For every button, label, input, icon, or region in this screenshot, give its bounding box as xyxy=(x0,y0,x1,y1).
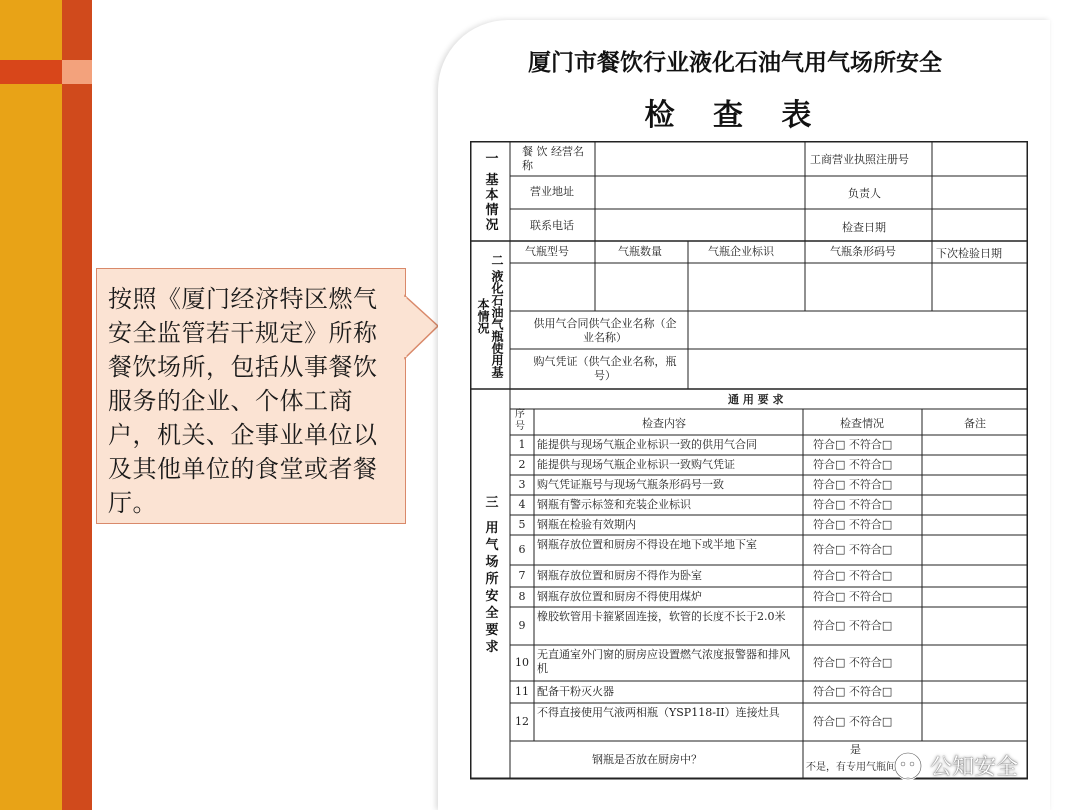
field-supply-contract: 供用气合同供气企业名称（企业名称） xyxy=(533,317,677,344)
item-status: 符合□ 不符合□ xyxy=(813,715,893,728)
col-content: 检查内容 xyxy=(642,417,686,430)
last-answer-no: 不是，有专用气瓶间 xyxy=(806,762,896,773)
item-number: 11 xyxy=(515,685,529,698)
item-number: 10 xyxy=(515,656,529,669)
callout-text: 按照《厦门经济特区燃气安全监管若干规定》所称餐饮场所，包括从事餐饮服务的企业、个体工商户，机关、企事业单位以及其他单位的食堂或者餐厅。 xyxy=(108,285,378,517)
col-cylinder-model: 气瓶型号 xyxy=(525,245,569,258)
item-status: 符合□ 不符合□ xyxy=(813,478,893,491)
field-business-name: 餐 饮 经营名称 xyxy=(522,145,584,172)
col-cylinder-barcode: 气瓶条形码号 xyxy=(830,245,896,258)
decor-band-light xyxy=(62,60,92,84)
field-inspection-date: 检查日期 xyxy=(842,221,886,234)
item-content: 钢瓶存放位置和厨房不得使用煤炉 xyxy=(537,590,702,603)
section3-label: 三 用气场所安全要求 xyxy=(482,495,498,657)
item-content: 不得直接使用气液两相瓶（YSP118-II）连接灶具 xyxy=(537,706,780,719)
item-content: 无直通室外门窗的厨房应设置燃气浓度报警器和排风机 xyxy=(537,648,790,675)
item-status: 符合□ 不符合□ xyxy=(813,518,893,531)
item-content: 钢瓶存放位置和厨房不得作为卧室 xyxy=(537,569,702,582)
section1-label: 一 基本情况 xyxy=(482,151,498,233)
item-status: 符合□ 不符合□ xyxy=(813,619,893,632)
item-status: 符合□ 不符合□ xyxy=(813,685,893,698)
decor-band xyxy=(0,60,62,84)
last-answer-yes: 是 xyxy=(850,743,861,756)
watermark-text: 公知安全 xyxy=(930,755,1019,780)
decor-bar-red xyxy=(62,0,92,810)
item-number: 3 xyxy=(518,478,526,491)
item-status: 符合□ 不符合□ xyxy=(813,569,893,582)
item-status: 符合□ 不符合□ xyxy=(813,590,893,603)
item-number: 2 xyxy=(518,458,526,471)
inspection-table xyxy=(470,141,1028,781)
col-cylinder-count: 气瓶数量 xyxy=(618,245,662,258)
item-content: 配备干粉灭火器 xyxy=(537,685,614,698)
item-number: 1 xyxy=(518,438,526,451)
item-number: 9 xyxy=(518,619,526,632)
item-number: 4 xyxy=(518,498,526,511)
item-status: 符合□ 不符合□ xyxy=(813,498,893,511)
general-requirements-title: 通 用 要 求 xyxy=(728,393,784,406)
item-content: 钢瓶在检验有效期内 xyxy=(537,518,636,531)
item-status: 符合□ 不符合□ xyxy=(813,458,893,471)
col-next-inspection: 下次检验日期 xyxy=(936,247,1002,260)
form-subtitle: 检 查 表 xyxy=(644,98,826,133)
field-purchase-voucher: 购气凭证（供气企业名称，瓶号） xyxy=(533,355,677,382)
item-status: 符合□ 不符合□ xyxy=(813,656,893,669)
col-status: 检查情况 xyxy=(840,417,884,430)
field-address: 营业地址 xyxy=(530,185,574,198)
field-license-no: 工商营业执照注册号 xyxy=(810,153,909,166)
item-content: 能提供与现场气瓶企业标识一致的供用气合同 xyxy=(537,438,757,451)
item-number: 7 xyxy=(518,569,526,582)
item-content: 橡胶软管用卡箍紧固连接，软管的长度不长于2.0米 xyxy=(537,610,786,623)
col-remark: 备注 xyxy=(964,417,986,430)
item-number: 5 xyxy=(518,518,526,531)
item-number: 6 xyxy=(518,543,526,556)
decor-bar-gold xyxy=(0,0,62,810)
callout-pointer xyxy=(404,288,440,368)
item-content: 钢瓶存放位置和厨房不得设在地下或半地下室 xyxy=(537,538,757,551)
form-title: 厦门市餐饮行业液化石油气用气场所安全 xyxy=(528,49,942,76)
col-no: 序号 xyxy=(515,409,525,432)
item-number: 12 xyxy=(515,715,529,728)
item-content: 钢瓶有警示标签和充装企业标识 xyxy=(537,498,691,511)
item-status: 符合□ 不符合□ xyxy=(813,438,893,451)
item-status: 符合□ 不符合□ xyxy=(813,543,893,556)
field-phone: 联系电话 xyxy=(530,219,574,232)
item-content: 购气凭证瓶号与现场气瓶条形码号一致 xyxy=(537,478,724,491)
item-number: 8 xyxy=(518,590,526,603)
section2-label: 二 液化石油气瓶使用基本情况 xyxy=(476,253,504,379)
item-content: 能提供与现场气瓶企业标识一致购气凭证 xyxy=(537,458,735,471)
last-question: 钢瓶是否放在厨房中？ xyxy=(592,753,702,766)
field-manager: 负责人 xyxy=(848,187,881,200)
col-cylinder-brand: 气瓶企业标识 xyxy=(708,245,774,258)
